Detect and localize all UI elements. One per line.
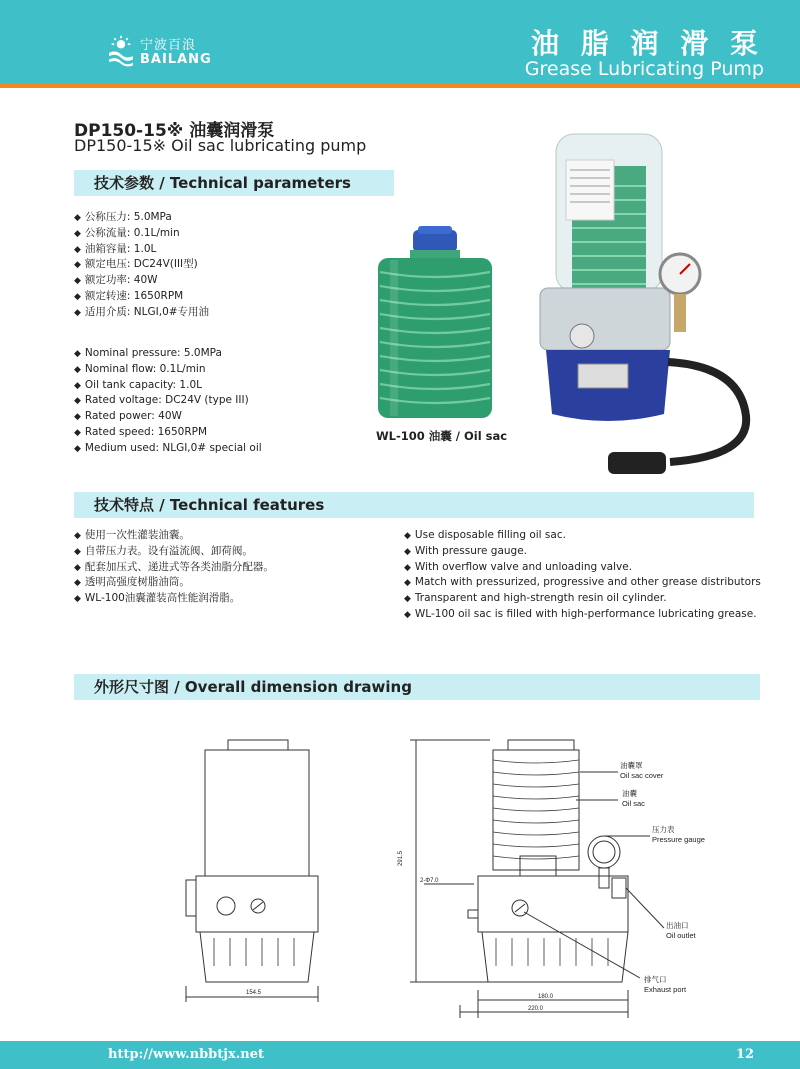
section-dimension-drawing: 外形尺寸图 / Overall dimension drawing [74, 674, 760, 700]
list-item: ◆ 额定功率: 40W [74, 274, 158, 287]
list-item: ◆ 使用一次性灌装油囊。 [74, 529, 190, 541]
section-technical-parameters: 技术参数 / Technical parameters [74, 170, 394, 196]
dim-holes: 2-Φ7.0 [420, 878, 439, 884]
callout-oil-sac-cover-en: Oil sac cover [620, 771, 664, 780]
features-en-list [404, 528, 761, 623]
params-cn-list [74, 210, 209, 321]
list-item: ◆ 额定电压: DC24V(III型) [74, 258, 198, 271]
list-item: ◆ 油箱容量: 1.0L [74, 242, 157, 255]
callout-gauge-cn: 压力表 [652, 825, 675, 834]
footer-url-link[interactable]: http://www.nbbtjx.net [108, 1047, 264, 1062]
list-item: ◆ WL-100油囊灌装高性能润滑脂。 [74, 592, 241, 605]
list-item: ◆ Use disposable filling oil sac. [404, 529, 566, 541]
oil-sac-image [370, 226, 500, 421]
logo-text-en: BAILANG [140, 52, 212, 67]
product-title-cn: DP150-15※ 油囊润滑泵 [74, 121, 275, 141]
callout-outlet-cn: 出油口 [666, 921, 689, 930]
list-item: ◆ WL-100 oil sac is filled with high-performance lubricating grease. [404, 607, 757, 620]
list-item: ◆ With overflow valve and unloading valve. [404, 560, 633, 573]
product-title-en: DP150-15※ Oil sac lubricating pump [74, 136, 367, 155]
list-item: ◆ 配套加压式、递进式等各类油脂分配器。 [74, 560, 274, 573]
callout-exhaust-cn: 排气口 [644, 975, 667, 984]
dim-height: 291.5 [398, 850, 404, 866]
section-technical-features: 技术特点 / Technical features [74, 492, 754, 518]
list-item: ◆ 公称压力: 5.0MPa [74, 211, 172, 223]
page-footer [0, 1041, 800, 1069]
list-item: ◆ Nominal pressure: 5.0MPa [74, 347, 222, 359]
dimension-drawing [0, 720, 800, 1020]
oil-sac-label: WL-100 油囊 / Oil sac [376, 429, 508, 443]
features-cn-list [74, 528, 274, 607]
list-item: ◆ Oil tank capacity: 1.0L [74, 378, 202, 391]
list-item: ◆ With pressure gauge. [404, 544, 528, 557]
callout-oil-sac-cn: 油囊 [622, 789, 637, 798]
callout-exhaust-en: Exhaust port [644, 985, 687, 994]
list-item: ◆ 适用介质: NLGI,0#专用油 [74, 305, 210, 318]
logo-text-cn: 宁波百浪 [140, 38, 197, 53]
list-item: ◆ Medium used: NLGI,0# special oil [74, 441, 262, 454]
header-title-en: Grease Lubricating Pump [524, 58, 764, 80]
dim-total: 220.0 [528, 1006, 544, 1012]
list-item: ◆ 公称流量: 0.1L/min [74, 226, 180, 239]
bailang-logo-icon [104, 34, 138, 68]
list-item: ◆ Nominal flow: 0.1L/min [74, 362, 206, 375]
list-item: ◆ Transparent and high-strength resin oil cylinder. [404, 592, 667, 605]
list-item: ◆ Match with pressurized, progressive and other grease distributors [404, 576, 761, 589]
header-title-cn: 油 脂 润 滑 泵 [531, 27, 764, 60]
page-header [0, 0, 800, 86]
dim-width-left: 154.5 [246, 990, 262, 996]
callout-oil-sac-en: Oil sac [622, 799, 645, 808]
params-en-list [74, 346, 262, 457]
list-item: ◆ Rated power: 40W [74, 410, 182, 423]
list-item: ◆ 额定转速: 1650RPM [74, 289, 184, 302]
callout-gauge-en: Pressure gauge [652, 835, 705, 844]
header-accent-line [0, 84, 800, 88]
list-item: ◆ 自带压力表。设有溢流阀、卸荷阀。 [74, 544, 253, 557]
callout-oil-sac-cover-cn: 油囊罩 [620, 761, 643, 770]
list-item: ◆ Rated voltage: DC24V (type III) [74, 394, 249, 407]
list-item: ◆ 透明高强度树脂油筒。 [74, 576, 190, 589]
pump-image [520, 126, 760, 490]
callout-outlet-en: Oil outlet [666, 931, 696, 940]
page-number: 12 [735, 1047, 754, 1062]
dim-base: 180.0 [538, 994, 554, 1000]
list-item: ◆ Rated speed: 1650RPM [74, 425, 208, 438]
